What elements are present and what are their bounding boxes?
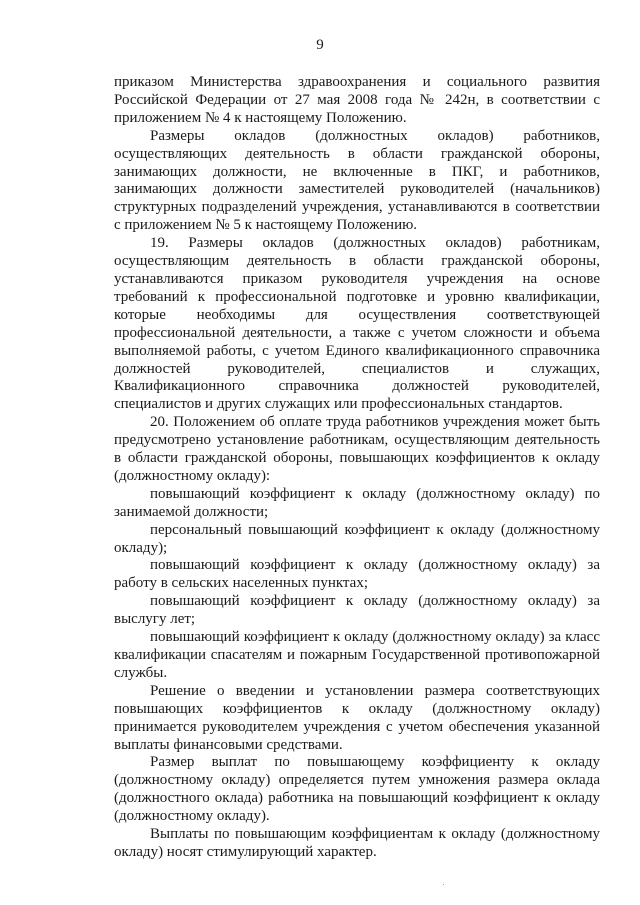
list-item-personal-coefficient: персональный повышающий коэффициент к окладу (должностному окладу); [114, 521, 600, 556]
document-body [114, 74, 600, 862]
paragraph-incentive-nature: Выплаты по повышающим коэффициентам к окладу (должностному окладу) носят стимулирующий характер. [114, 826, 600, 860]
paragraph-continuation: приказом Министерства здравоохранения и социального развития Российской Федерации от 27 мая 2008 года № 242н, в соответствии с приложением № 4 к настоящему Положению. [114, 74, 600, 126]
paragraph-payment-size: Размер выплат по повышающему коэффициенту к окладу (должностному окладу) определяется путем умножения размера оклада (должностного оклада) работника на повышающий коэффициент к окладу (должностному окладу). [114, 754, 600, 825]
list-item-rural-coefficient: повышающий коэффициент к окладу (должностному окладу) за работу в сельских населенных пунктах; [114, 557, 600, 592]
paragraph-item-19: 19. Размеры окладов (должностных окладов) работникам, осуществляющим деятельность в области гражданской обороны, устанавливаются приказом руководителя учреждения на основе требований к профессиональной подготовке и уровню квалификации, которые необходимы для осуществления соответствующей профессиональной деятельности, а также с учетом сложности и объема выполняемой работы, с учетом Единого квалификационного справочника должностей руководителей, специалистов и служащих, Квалификационного справочника должностей руководителей, специалистов и других служащих или профессиональных стандартов. [114, 235, 600, 413]
list-item-position-coefficient: повышающий коэффициент к окладу (должностному окладу) по занимаемой должности; [114, 485, 600, 520]
paragraph-item-20: 20. Положением об оплате труда работников учреждения может быть предусмотрено установление работникам, осуществляющим деятельность в области гражданской обороны, повышающих коэффициентов к окладу (должностному окладу): [114, 414, 600, 484]
paragraph-other-positions-salaries: Размеры окладов (должностных окладов) работников, осуществляющих деятельность в области гражданской обороны, занимающих должности, не включенные в ПКГ, и работников, занимающих должности заместителей руководителей (начальников) структурных подразделений учреждения, устанавливаются в соответствии с приложением № 5 к настоящему Положению. [114, 127, 600, 234]
list-item-seniority-coefficient: повышающий коэффициент к окладу (должностному окладу) за выслугу лет; [114, 593, 600, 628]
paragraph-decision: Решение о введении и установлении размера соответствующих повышающих коэффициентов к окладу (должностному окладу) принимается руководителем учреждения с учетом обеспечения указанной выплаты финансовыми средствами. [114, 682, 600, 753]
list-item-qualification-class-coefficient: повышающий коэффициент к окладу (должностному окладу) за класс квалификации спасателям и пожарным Государственной противопожарной службы. [114, 629, 600, 681]
scan-speck [443, 884, 444, 885]
page-number: 9 [316, 37, 324, 53]
